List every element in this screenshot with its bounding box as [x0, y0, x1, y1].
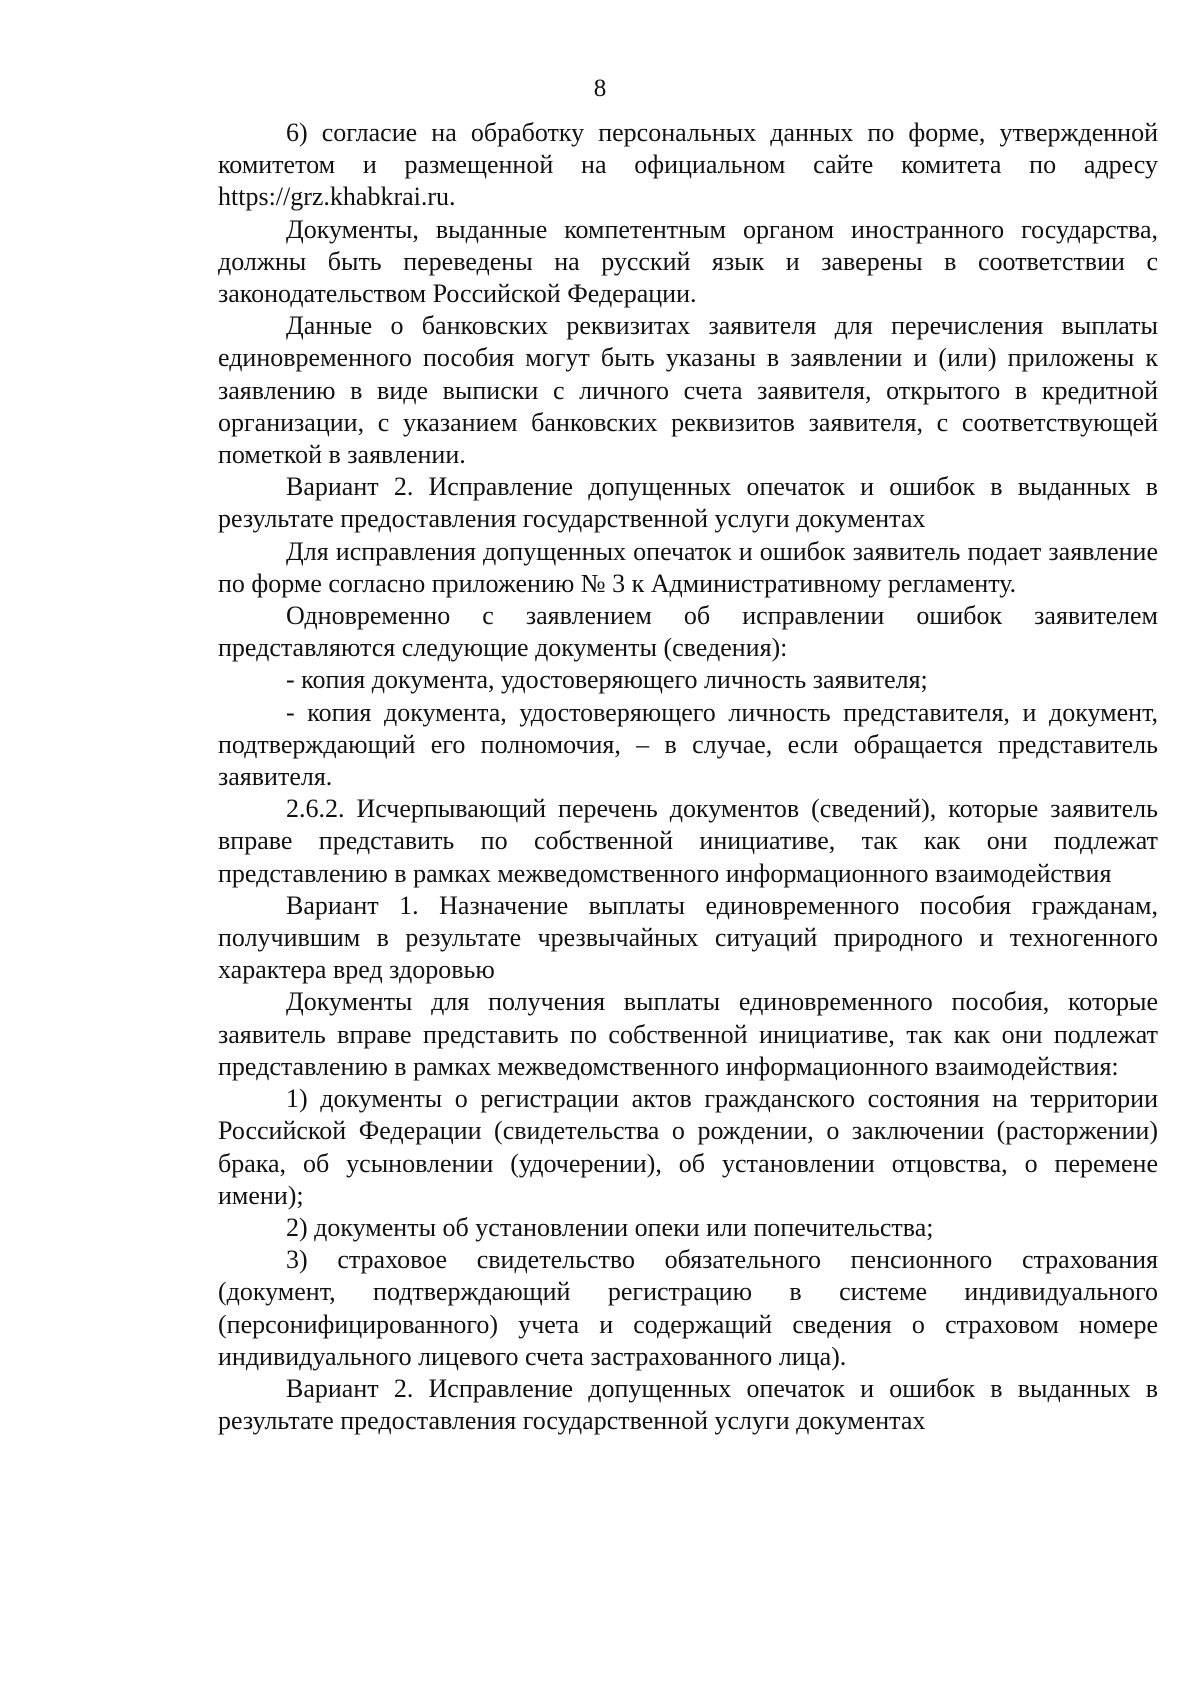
paragraph-consent: 6) согласие на обработку персональных данных по форме, утвержденной комитетом и размещенной на официальном сайте комитета по адресу https://grz.khabkrai.ru. — [218, 118, 1158, 212]
list-item-applicant-id: - копия документа, удостоверяющего личность заявителя; — [286, 665, 928, 695]
paragraph-correction-application: Для исправления допущенных опечаток и ошибок заявитель подает заявление по форме согласно приложению № 3 к Административному регламенту. — [218, 536, 1158, 598]
page-number: 8 — [593, 75, 607, 102]
paragraph-variant-2-heading: Вариант 2. Исправление допущенных опечаток и ошибок в выданных в результате предоставления государственной услуги документах — [218, 472, 1158, 534]
paragraph-bank-details: Данные о банковских реквизитах заявителя для перечисления выплаты единовременного пособия могут быть указаны в заявлении и (или) приложены к заявлению в виде выписки с личного счета заявителя, открытого в кредитной организации, с указанием банковских реквизитов заявителя, с соответствующей пометкой в заявлении. — [218, 311, 1158, 470]
list-item-guardianship: 2) документы об установлении опеки или попечительства; — [286, 1212, 934, 1242]
paragraph-foreign-documents: Документы, выданные компетентным органом иностранного государства, должны быть переведены на русский язык и заверены в соответствии с законодательством Российской Федерации. — [218, 214, 1158, 309]
paragraph-own-initiative-documents: Документы для получения выплаты единовременного пособия, которые заявитель вправе представить по собственной инициативе, так как они подлежат представлению в рамках межведомственного информационного взаимодействия: — [218, 987, 1158, 1081]
paragraph-documents-submitted: Одновременно с заявлением об исправлении ошибок заявителем представляются следующие документы (сведения): — [218, 601, 1158, 663]
document-body — [218, 117, 1158, 1437]
paragraph-section-2-6-2: 2.6.2. Исчерпывающий перечень документов (сведений), которые заявитель вправе представить по собственной инициативе, так как они подлежат представлению в рамках межведомственного информационного взаимодействия — [218, 794, 1158, 888]
paragraph-variant-2-heading-repeat: Вариант 2. Исправление допущенных опечаток и ошибок в выданных в результате предоставления государственной услуги документах — [218, 1373, 1158, 1436]
list-item-civil-registration: 1) документы о регистрации актов гражданского состояния на территории Российской Федерации (свидетельства о рождении, о заключении (расторжении) брака, об усыновлении (удочерении), об установлении отцовства, о перемене имени); — [218, 1084, 1158, 1210]
paragraph-variant-1-heading: Вариант 1. Назначение выплаты единовременного пособия гражданам, получившим в результате чрезвычайных ситуаций природного и техногенного характера вред здоровью — [218, 890, 1158, 985]
list-item-pension-insurance: 3) страховое свидетельство обязательного пенсионного страхования (документ, подтверждающий регистрацию в системе индивидуального (персонифицированного) учета и содержащий сведения о страховом номере индивидуального лицевого счета застрахованного лица). — [218, 1245, 1158, 1371]
list-item-representative-id: - копия документа, удостоверяющего личность представителя, и документ, подтверждающий его полномочия, – в случае, если обращается представитель заявителя. — [218, 697, 1158, 792]
